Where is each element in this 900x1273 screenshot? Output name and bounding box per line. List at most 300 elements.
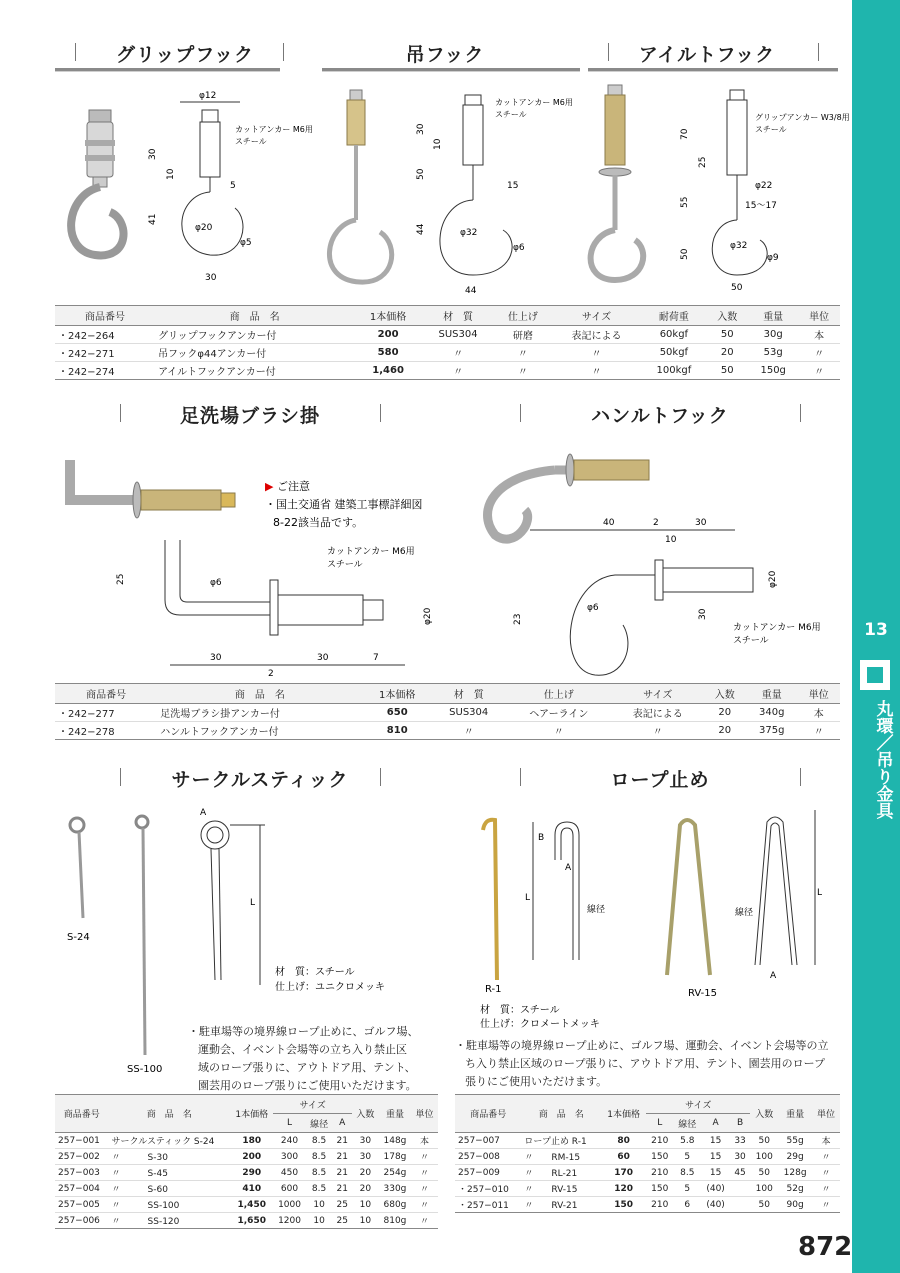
table-cell: ヘアーライン <box>506 704 612 722</box>
table-cell: 240 <box>273 1133 305 1149</box>
table-row <box>55 344 840 362</box>
section-title-rope-stopper: ロープ止め <box>610 769 710 791</box>
table-cell: (40) <box>701 1197 730 1213</box>
col-header: 重量 <box>778 1095 812 1133</box>
hanlt-hook-drawing <box>530 530 753 675</box>
table-cell: 1000 <box>273 1197 305 1213</box>
table-row <box>55 1149 438 1165</box>
table-cell: 170 <box>601 1165 646 1181</box>
dim-brush-7: 7 <box>373 653 379 663</box>
label-rv15: RV-15 <box>688 988 717 999</box>
table-cell: 8.5 <box>306 1149 333 1165</box>
label-r1: R-1 <box>485 984 502 995</box>
table-cell: 20 <box>706 344 748 362</box>
brush-material-label: スチール <box>327 560 363 570</box>
dim-eye-55: 55 <box>680 196 690 208</box>
table-cell: 〃 <box>411 1165 438 1181</box>
col-header: サイズ <box>612 684 704 704</box>
table-cell: 〃 <box>797 722 840 740</box>
dim-rv-wire: 線径 <box>735 908 754 918</box>
dim-hang-phi6: φ6 <box>513 243 525 253</box>
title-tick <box>120 404 121 422</box>
note-line: ・駐車場等の境界線ロープ止めに、ゴルフ場、 <box>188 1025 419 1038</box>
dim-circle-A: A <box>200 808 207 818</box>
table-cell: 290 <box>230 1165 273 1181</box>
title-tick <box>520 768 521 786</box>
table-cell: 180 <box>230 1133 273 1149</box>
table-cell: 30 <box>730 1149 750 1165</box>
separator-line <box>322 68 580 72</box>
table-cell: 30 <box>352 1149 379 1165</box>
col-header: 商品番号 <box>55 1095 109 1133</box>
col-header: 商 品 名 <box>521 1095 601 1133</box>
dim-rope-wire: 線径 <box>587 905 606 915</box>
grip-hook-photo <box>71 110 123 255</box>
table-cell: 表記による <box>552 326 642 344</box>
table-cell: 〃 SS-100 <box>109 1197 231 1213</box>
col-header: 1本価格 <box>354 306 422 326</box>
rope-stopper-rv15-photo <box>667 820 710 975</box>
dim-eye-70: 70 <box>680 128 690 140</box>
table-cell: 〃 <box>798 344 840 362</box>
dim-eye-50-width: 50 <box>731 283 743 293</box>
dim-grip-phi20: φ20 <box>195 223 213 233</box>
circle-stick-note <box>188 1023 438 1095</box>
table-row <box>55 722 840 740</box>
table-cell: 50 <box>706 362 748 380</box>
col-header: サイズ <box>273 1095 352 1114</box>
table-row <box>55 326 840 344</box>
table-cell: アイルトフックアンカー付 <box>155 362 354 380</box>
col-header: 線径 <box>673 1114 701 1133</box>
table-cell: ・242−277 <box>55 704 157 722</box>
brush-hanger-photo <box>70 460 235 518</box>
col-header: 商品番号 <box>55 306 155 326</box>
rope-stopper-rv15-drawing <box>755 810 815 965</box>
dim-rope-B: B <box>538 833 545 843</box>
brush-hanger-drawing <box>165 540 405 665</box>
spec-table-circle-stick <box>55 1094 438 1229</box>
table-cell: 本 <box>411 1133 438 1149</box>
table-cell: 257−008 <box>455 1149 521 1165</box>
spec-table-rope-stopper <box>455 1094 840 1213</box>
hanlt-material-label: スチール <box>733 636 769 646</box>
table-cell: 〃 <box>812 1181 840 1197</box>
dim-brush-25: 25 <box>116 573 126 585</box>
title-tick <box>520 404 521 422</box>
table-cell: 1,650 <box>230 1213 273 1229</box>
table-cell: 〃 <box>411 1181 438 1197</box>
table-row <box>55 1165 438 1181</box>
table-cell: 20 <box>704 722 747 740</box>
dim-hanlt-2: 2 <box>653 518 659 528</box>
dim-hanlt-10: 10 <box>665 535 677 545</box>
table-cell: 足洗場ブラシ掛アンカー付 <box>157 704 362 722</box>
circle-finish: 仕上げ：ユニクロメッキ <box>275 982 385 993</box>
dim-brush-phi20: φ20 <box>423 607 433 625</box>
note-line: ち入り禁止区域のロープ張りに、アウトドア用、テント、園芸用のロープ <box>465 1057 826 1070</box>
table-cell: 10 <box>352 1197 379 1213</box>
hanlt-hook-photo <box>488 454 650 539</box>
hang-anchor-label: カットアンカー M6用 <box>495 98 573 107</box>
dim-rope-L: L <box>525 893 531 903</box>
table-cell: 257−001 <box>55 1133 109 1149</box>
circle-stick-ss100-photo <box>136 816 148 1055</box>
table-cell: ・242−274 <box>55 362 155 380</box>
table-row <box>455 1133 840 1149</box>
table-cell: 60 <box>601 1149 646 1165</box>
dim-grip-30: 30 <box>148 148 158 160</box>
col-header: 商品番号 <box>455 1095 521 1133</box>
title-tick <box>818 43 819 61</box>
table-cell: サークルスティック S-24 <box>109 1133 231 1149</box>
table-cell: 330g <box>379 1181 411 1197</box>
col-header: 入数 <box>704 684 747 704</box>
table-cell: 257−002 <box>55 1149 109 1165</box>
table-cell: 600 <box>273 1181 305 1197</box>
table-cell: 6 <box>673 1197 701 1213</box>
title-tick <box>380 768 381 786</box>
table-cell: 21 <box>332 1165 352 1181</box>
title-tick <box>380 404 381 422</box>
col-header: A <box>332 1114 352 1133</box>
table-cell: 210 <box>646 1165 673 1181</box>
table-cell: 178g <box>379 1149 411 1165</box>
col-header: サイズ <box>646 1095 750 1114</box>
note-line: 運動会、イベント会場等の立ち入り禁止区 <box>198 1043 407 1056</box>
table-cell: 〃 <box>494 362 552 380</box>
table-cell: 〃 S-45 <box>109 1165 231 1181</box>
col-header: 重量 <box>748 306 798 326</box>
table-cell: 128g <box>778 1165 812 1181</box>
table-cell: 254g <box>379 1165 411 1181</box>
eye-anchor-label: グリップアンカー W3/8用 <box>755 113 850 122</box>
col-header: 入数 <box>706 306 748 326</box>
table-cell: 15 <box>701 1149 730 1165</box>
col-header: L <box>646 1114 673 1133</box>
section-title-grip-hook: グリップフック <box>116 44 254 66</box>
table-cell: 8.5 <box>306 1133 333 1149</box>
hang-hook-drawing <box>440 95 512 275</box>
title-tick <box>120 768 121 786</box>
chapter-marker-icon <box>860 660 890 690</box>
dim-eye-phi32: φ32 <box>730 241 748 251</box>
table-cell: 150 <box>646 1149 673 1165</box>
table-cell: 〃 RV-15 <box>521 1181 601 1197</box>
section-title-brush-hanger: 足洗場ブラシ掛 <box>179 405 320 427</box>
table-cell: ロープ止め R-1 <box>521 1133 601 1149</box>
grip-anchor-label: カットアンカー M6用 <box>235 125 313 134</box>
table-cell: SUS304 <box>432 704 506 722</box>
table-cell: 30g <box>748 326 798 344</box>
dim-eye-15-17: 15〜17 <box>745 201 777 211</box>
col-header: 仕上げ <box>506 684 612 704</box>
table-cell: 257−009 <box>455 1165 521 1181</box>
col-header: 商 品 名 <box>109 1095 231 1133</box>
dim-hanlt-30: 30 <box>695 518 707 528</box>
rope-stopper-r1-photo <box>483 820 497 980</box>
table-row <box>55 704 840 722</box>
dim-hanlt-phi6: φ6 <box>587 603 599 613</box>
table-cell: 210 <box>646 1133 673 1149</box>
table-cell: 29g <box>778 1149 812 1165</box>
table-cell: 340g <box>746 704 797 722</box>
table-cell: 〃 <box>552 362 642 380</box>
table-cell: 〃 <box>506 722 612 740</box>
table-cell <box>730 1181 750 1197</box>
table-row <box>55 1133 438 1149</box>
table-cell: 吊フックφ44アンカー付 <box>155 344 354 362</box>
circle-stick-s24-photo <box>70 818 84 918</box>
table-cell: 120 <box>601 1181 646 1197</box>
hook-drawings-row-2 <box>55 440 840 680</box>
dim-grip-phi5: φ5 <box>240 238 252 248</box>
section-title-eye-hook: アイルトフック <box>638 44 776 66</box>
table-cell: 本 <box>798 326 840 344</box>
table-cell: 200 <box>230 1149 273 1165</box>
table-cell: 21 <box>332 1149 352 1165</box>
table-cell: 410 <box>230 1181 273 1197</box>
table-cell: 257−004 <box>55 1181 109 1197</box>
grip-material-label: スチール <box>235 137 267 146</box>
table-cell: 〃 <box>812 1197 840 1213</box>
dim-hanlt-40: 40 <box>603 518 615 528</box>
table-cell: 33 <box>730 1133 750 1149</box>
table-cell: 1200 <box>273 1213 305 1229</box>
table-cell: 〃 <box>612 722 704 740</box>
table-cell: 〃 SS-120 <box>109 1213 231 1229</box>
table-cell: (40) <box>701 1181 730 1197</box>
dim-rv-L: L <box>817 888 823 898</box>
title-tick <box>800 404 801 422</box>
dim-eye-50: 50 <box>680 248 690 260</box>
table-cell: 〃 <box>798 362 840 380</box>
table-cell: 100 <box>750 1181 778 1197</box>
table-cell: ・242−264 <box>55 326 155 344</box>
separator-line <box>55 68 280 72</box>
title-tick <box>608 43 609 61</box>
dim-eye-25: 25 <box>698 156 708 168</box>
table-cell: 1,460 <box>354 362 422 380</box>
table-cell: ・257−011 <box>455 1197 521 1213</box>
table-cell: 〃 <box>411 1197 438 1213</box>
table-cell: 150 <box>601 1197 646 1213</box>
table-cell: 50 <box>706 326 748 344</box>
table-cell: 〃 <box>432 722 506 740</box>
caution-marker: ▶ <box>265 480 274 493</box>
table-cell: 20 <box>352 1181 379 1197</box>
dim-hanlt-30-vertical: 30 <box>698 608 708 620</box>
col-header: 商品番号 <box>55 684 157 704</box>
table-cell: 本 <box>797 704 840 722</box>
table-cell: 20 <box>352 1165 379 1181</box>
circle-stick-drawing <box>201 821 265 985</box>
table-cell: 150g <box>748 362 798 380</box>
chapter-category: 丸環／吊り金具 <box>872 700 893 819</box>
dim-hang-44-width: 44 <box>465 286 477 296</box>
table-cell: 90g <box>778 1197 812 1213</box>
table-cell: 810g <box>379 1213 411 1229</box>
table-cell: 150 <box>646 1181 673 1197</box>
dim-rope-A: A <box>565 863 572 873</box>
table-cell: 本 <box>812 1133 840 1149</box>
dim-grip-30-width: 30 <box>205 273 217 283</box>
hanlt-anchor-label: カットアンカー M6用 <box>733 623 821 633</box>
table-cell: 100kgf <box>641 362 706 380</box>
table-cell: 257−005 <box>55 1197 109 1213</box>
table-cell: 650 <box>363 704 432 722</box>
table-cell: 148g <box>379 1133 411 1149</box>
table-cell: 5.8 <box>673 1133 701 1149</box>
note-line: ・駐車場等の境界線ロープ止めに、ゴルフ場、運動会、イベント会場等の立 <box>455 1039 829 1052</box>
table-cell: 100 <box>750 1149 778 1165</box>
title-tick <box>283 43 284 61</box>
table-cell: 580 <box>354 344 422 362</box>
label-ss100: SS-100 <box>127 1064 163 1075</box>
dim-grip-41: 41 <box>148 213 158 225</box>
dim-hanlt-phi20: φ20 <box>768 570 778 588</box>
table-cell: ・257−010 <box>455 1181 521 1197</box>
table-row <box>455 1165 840 1181</box>
dim-eye-phi22: φ22 <box>755 181 773 191</box>
title-tick <box>800 768 801 786</box>
rope-material: 材 質：スチール <box>480 1005 560 1016</box>
col-header: 単位 <box>411 1095 438 1133</box>
table-cell: 52g <box>778 1181 812 1197</box>
table-cell: 257−006 <box>55 1213 109 1229</box>
table-cell: 375g <box>746 722 797 740</box>
col-header: A <box>701 1114 730 1133</box>
circle-material: 材 質：スチール <box>275 967 355 978</box>
col-header: 1本価格 <box>363 684 432 704</box>
col-header: 商 品 名 <box>157 684 362 704</box>
table-cell: 200 <box>354 326 422 344</box>
dim-hang-50: 50 <box>416 168 426 180</box>
table-cell: 210 <box>646 1197 673 1213</box>
dim-hang-phi32: φ32 <box>460 228 478 238</box>
dim-grip-5: 5 <box>230 181 236 191</box>
spec-table-hooks <box>55 305 840 380</box>
table-cell: 〃 <box>552 344 642 362</box>
brush-anchor-label: カットアンカー M6用 <box>327 547 415 557</box>
table-cell: 20 <box>704 704 747 722</box>
table-cell: 〃 <box>422 344 494 362</box>
col-header: サイズ <box>552 306 642 326</box>
dim-eye-phi9: φ9 <box>767 253 779 263</box>
col-header: L <box>273 1114 305 1133</box>
dim-brush-30a: 30 <box>210 653 222 663</box>
col-header: 1本価格 <box>230 1095 273 1133</box>
col-header: 材 質 <box>422 306 494 326</box>
table-cell: 25 <box>332 1197 352 1213</box>
dim-brush-2: 2 <box>268 669 274 679</box>
col-header: 1本価格 <box>601 1095 646 1133</box>
table-cell: 〃 S-30 <box>109 1149 231 1165</box>
table-cell: 21 <box>332 1181 352 1197</box>
table-cell: 55g <box>778 1133 812 1149</box>
table-cell: 80 <box>601 1133 646 1149</box>
table-cell: 〃 S-60 <box>109 1181 231 1197</box>
note-line: 園芸用のロープ張りにご使用いただけます。 <box>198 1079 417 1092</box>
dim-hang-30: 30 <box>416 123 426 135</box>
table-cell: 10 <box>306 1213 333 1229</box>
table-row <box>455 1197 840 1213</box>
chapter-number: 13 <box>864 620 888 640</box>
table-cell: 8.5 <box>306 1165 333 1181</box>
hook-drawings-row-1 <box>55 80 850 300</box>
dim-brush-phi6: φ6 <box>210 578 222 588</box>
table-cell: 研磨 <box>494 326 552 344</box>
table-cell: 表記による <box>612 704 704 722</box>
table-cell: 〃 <box>411 1213 438 1229</box>
table-cell: ハンルトフックアンカー付 <box>157 722 362 740</box>
table-cell: 〃 <box>812 1165 840 1181</box>
table-row <box>55 362 840 380</box>
title-tick <box>75 43 76 61</box>
col-header: B <box>730 1114 750 1133</box>
dim-hang-44: 44 <box>416 223 426 235</box>
col-header: 重量 <box>379 1095 411 1133</box>
table-cell: ・242−271 <box>55 344 155 362</box>
table-cell: 〃 <box>422 362 494 380</box>
table-cell: グリップフックアンカー付 <box>155 326 354 344</box>
table-cell: ・242−278 <box>55 722 157 740</box>
table-cell: 10 <box>352 1213 379 1229</box>
dim-brush-30b: 30 <box>317 653 329 663</box>
col-header: 単位 <box>798 306 840 326</box>
dim-hanlt-23: 23 <box>513 613 523 625</box>
caution-line-2: 8-22該当品です。 <box>273 516 364 529</box>
table-cell: 8.5 <box>673 1165 701 1181</box>
table-cell: 25 <box>332 1213 352 1229</box>
dim-grip-phi12: φ12 <box>199 91 217 101</box>
table-cell: 〃 <box>411 1149 438 1165</box>
table-cell: 30 <box>352 1133 379 1149</box>
table-cell: 450 <box>273 1165 305 1181</box>
table-cell: 53g <box>748 344 798 362</box>
rope-finish: 仕上げ：クロメートメッキ <box>480 1019 600 1030</box>
caution-line-1: ・国土交通省 建築工事標詳細図 <box>265 498 423 511</box>
table-cell: 5 <box>673 1149 701 1165</box>
label-s24: S-24 <box>67 932 90 943</box>
col-header: 単位 <box>812 1095 840 1133</box>
col-header: 仕上げ <box>494 306 552 326</box>
caution-heading: ご注意 <box>277 480 310 493</box>
table-cell: 257−007 <box>455 1133 521 1149</box>
table-row <box>55 1213 438 1229</box>
hang-hook-photo <box>329 90 391 282</box>
table-row <box>455 1149 840 1165</box>
dim-hang-15: 15 <box>507 181 519 191</box>
section-title-hang-hook: 吊フック <box>405 44 485 66</box>
brush-notes <box>265 480 423 529</box>
col-header: 材 質 <box>432 684 506 704</box>
table-cell <box>730 1197 750 1213</box>
col-header: 重量 <box>746 684 797 704</box>
col-header: 耐荷重 <box>641 306 706 326</box>
table-cell: 〃 <box>812 1149 840 1165</box>
section-title-circle-stick: サークルスティック <box>171 769 349 791</box>
col-header: 商 品 名 <box>155 306 354 326</box>
table-row <box>55 1197 438 1213</box>
table-cell: 300 <box>273 1149 305 1165</box>
col-header: 線径 <box>306 1114 333 1133</box>
table-cell: 5 <box>673 1181 701 1197</box>
eye-hook-photo <box>591 85 644 280</box>
table-cell: 15 <box>701 1133 730 1149</box>
table-row <box>55 1181 438 1197</box>
col-header: 入数 <box>750 1095 778 1133</box>
